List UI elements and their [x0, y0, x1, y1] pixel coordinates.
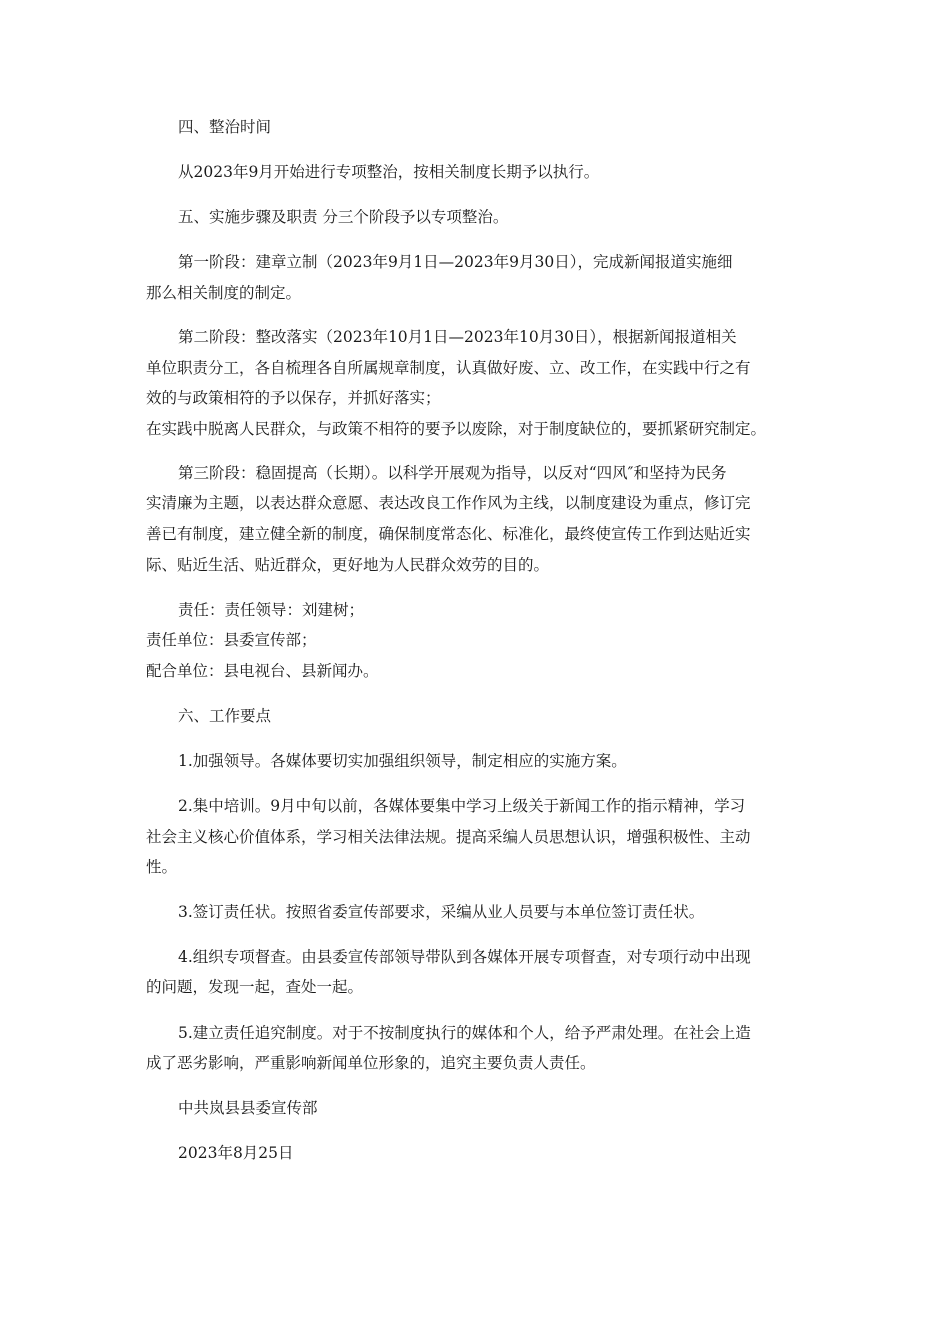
list-item: 2.集中培训。9月中旬以前，各媒体要集中学习上级关于新闻工作的指示精神，学习 [178, 797, 746, 815]
paragraph-line: 单位职责分工，各自梳理各自所属规章制度，认真做好废、立、改工作，在实践中行之有 [146, 359, 751, 377]
paragraph-line: 社会主义核心价值体系，学习相关法律法规。提高采编人员思想认识，增强积极性、主动 [146, 828, 751, 846]
paragraph-line: 那么相关制度的制定。 [146, 284, 302, 302]
signature-date: 2023年8月25日 [178, 1144, 294, 1162]
paragraph-line: 际、贴近生活、贴近群众，更好地为人民群众效劳的目的。 [146, 556, 550, 574]
paragraph-line: 效的与政策相符的予以保存，并抓好落实； [146, 389, 441, 407]
list-item: 5.建立责任追究制度。对于不按制度执行的媒体和个人，给予严肃处理。在社会上造 [178, 1024, 751, 1042]
paragraph-line: 第一阶段：建章立制（2023年9月1日—2023年9月30日），完成新闻报道实施细 [178, 253, 733, 271]
list-item: 3.签订责任状。按照省委宣传部要求，采编从业人员要与本单位签订责任状。 [178, 903, 705, 921]
paragraph-line: 性。 [146, 858, 178, 876]
list-item: 1.加强领导。各媒体要切实加强组织领导，制定相应的实施方案。 [178, 752, 627, 770]
section-heading-4: 四、整治时间 [178, 118, 272, 136]
paragraph-line: 的问题，发现一起，查处一起。 [146, 978, 364, 996]
paragraph-line: 在实践中脱离人民群众，与政策不相符的要予以废除，对于制度缺位的，要抓紧研究制定。 [146, 420, 767, 438]
responsibility-leader: 责任：责任领导：刘建树； [178, 601, 365, 619]
signature-organization: 中共岚县县委宣传部 [178, 1099, 318, 1117]
responsibility-unit: 责任单位：县委宣传部； [146, 631, 317, 649]
paragraph-line: 第二阶段：整改落实（2023年10月1日—2023年10月30日），根据新闻报道相关 [178, 328, 737, 346]
cooperating-units: 配合单位：县电视台、县新闻办。 [146, 662, 379, 680]
paragraph-line: 从2023年9月开始进行专项整治，按相关制度长期予以执行。 [178, 163, 600, 181]
section-heading-6: 六、工作要点 [178, 707, 272, 725]
paragraph-line: 善已有制度，建立健全新的制度，确保制度常态化、标准化，最终使宣传工作到达贴近实 [146, 525, 751, 543]
paragraph-line: 成了恶劣影响，严重影响新闻单位形象的，追究主要负责人责任。 [146, 1054, 596, 1072]
paragraph-line: 第三阶段：稳固提高（长期）。以科学开展观为指导，以反对“四风″和坚持为民务 [178, 464, 727, 482]
section-heading-5: 五、实施步骤及职责 分三个阶段予以专项整治。 [178, 208, 509, 226]
paragraph-line: 实清廉为主题，以表达群众意愿、表达改良工作作风为主线，以制度建设为重点，修订完 [146, 494, 751, 512]
list-item: 4.组织专项督查。由县委宣传部领导带队到各媒体开展专项督查，对专项行动中出现 [178, 948, 751, 966]
